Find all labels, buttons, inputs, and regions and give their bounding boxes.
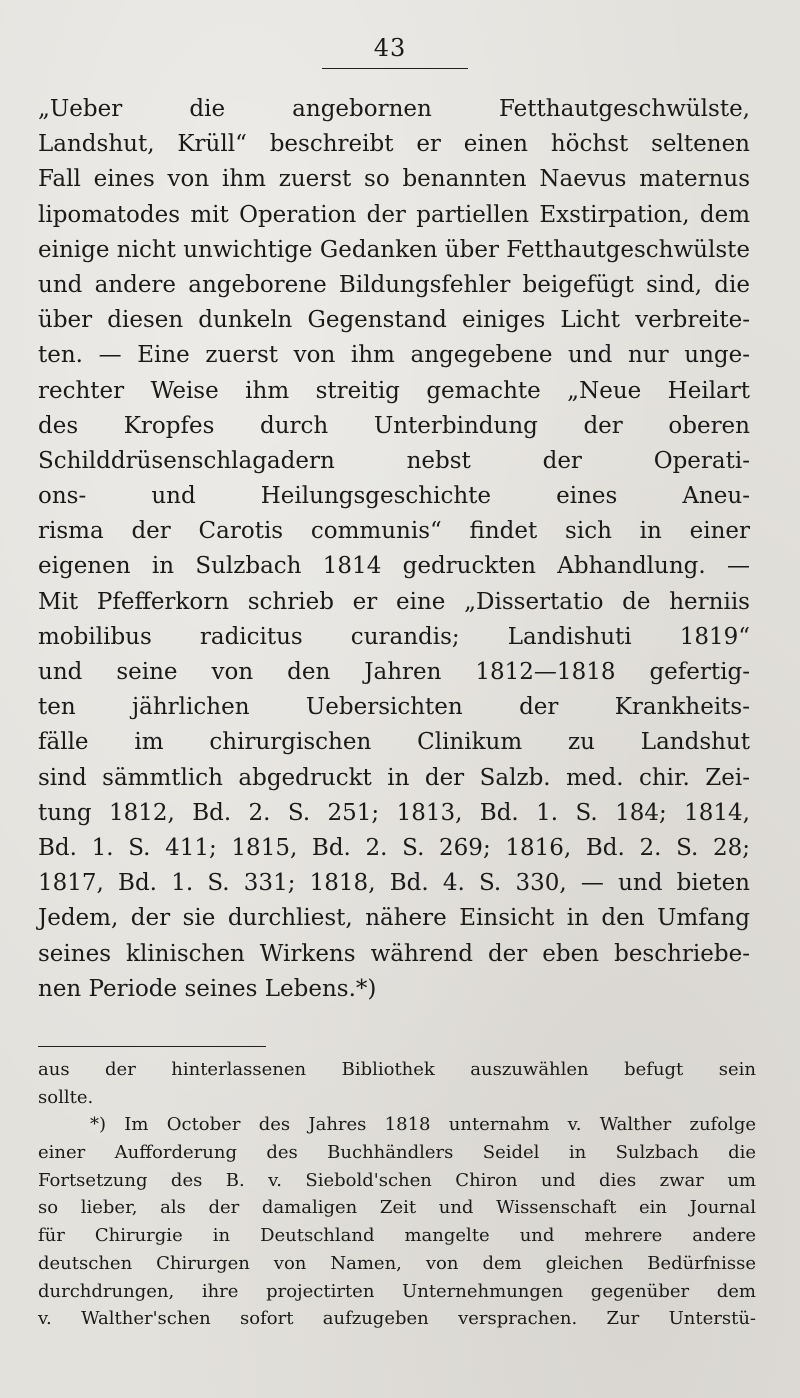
footnote-line: durchdrungen, ihre projectirten Unternehmungen gegenüber dem <box>38 1280 756 1302</box>
page-number: 43 <box>373 34 407 62</box>
text-line: und seine von den Jahren 1812—1818 gefertig- <box>38 659 750 685</box>
text-line: eigenen in Sulzbach 1814 gedruckten Abhandlung. — <box>38 553 750 580</box>
text-line: ten jährlichen Uebersichten der Krankheits- <box>38 694 750 721</box>
footnote-rule <box>38 1046 266 1047</box>
header-rule <box>322 68 468 69</box>
footnote-line: *) Im October des Jahres 1818 unternahm v. Walther zufolge <box>90 1114 756 1136</box>
text-line: über diesen dunkeln Gegenstand einiges Licht verbreite- <box>38 307 750 334</box>
text-line: und andere angeborene Bildungsfehler beigefügt sind, die <box>38 271 750 298</box>
text-line: des Kropfes durch Unterbindung der oberen <box>38 412 750 439</box>
text-line: 1817, Bd. 1. S. 331; 1818, Bd. 4. S. 330, — und bieten <box>38 870 750 897</box>
text-line: seines klinischen Wirkens während der eben beschriebe- <box>38 940 750 967</box>
text-line: risma der Carotis communis“ findet sich in einer <box>38 518 750 545</box>
text-line: mobilibus radicitus curandis; Landishuti 1819“ <box>38 623 750 650</box>
footnote-line: einer Aufforderung des Buchhändlers Seidel in Sulzbach die <box>38 1142 756 1164</box>
footnote-line: Fortsetzung des B. v. Siebold'schen Chiron und dies zwar um <box>38 1169 756 1191</box>
footnote-line: so lieber, als der damaligen Zeit und Wissenschaft ein Journal <box>38 1197 756 1219</box>
text-line: Bd. 1. S. 411; 1815, Bd. 2. S. 269; 1816, Bd. 2. S. 28; <box>38 834 750 861</box>
footnote-line: sollte. <box>38 1086 94 1108</box>
footnote-line: für Chirurgie in Deutschland mangelte und mehrere andere <box>38 1225 756 1247</box>
main-text-block <box>38 92 750 1007</box>
text-line: Schilddrüsenschlagadern nebst der Operati- <box>38 447 750 474</box>
text-line: „Ueber die angebornen Fetthautgeschwülste, <box>38 96 750 122</box>
text-line: Mit Pfefferkorn schrieb er eine „Dissertatio de herniis <box>38 588 750 615</box>
text-line: rechter Weise ihm streitig gemachte „Neue Heilart <box>38 377 750 404</box>
text-line: fälle im chirurgischen Clinikum zu Landshut <box>38 729 750 756</box>
footnote-line: deutschen Chirurgen von Namen, von dem gleichen Bedürfnisse <box>38 1252 756 1274</box>
text-line: ons- und Heilungsgeschichte eines Aneu- <box>38 483 750 510</box>
text-line: lipomatodes mit Operation der partiellen Exstirpation, dem <box>38 201 750 228</box>
text-line: Landshut, Krüll“ beschreibt er einen höchst seltenen <box>38 131 750 158</box>
text-line: tung 1812, Bd. 2. S. 251; 1813, Bd. 1. S. 184; 1814, <box>38 799 750 826</box>
text-line: sind sämmtlich abgedruckt in der Salzb. med. chir. Zei- <box>38 764 750 791</box>
text-line: nen Periode seines Lebens.*) <box>38 975 377 1002</box>
text-line: Jedem, der sie durchliest, nähere Einsicht in den Umfang <box>38 905 750 932</box>
text-line: ten. — Eine zuerst von ihm angegebene und nur unge- <box>38 342 750 369</box>
text-line: Fall eines von ihm zuerst so benannten Naevus maternus <box>38 166 750 193</box>
footnote-line: v. Walther'schen sofort aufzugeben versprachen. Zur Unterstü- <box>38 1308 756 1330</box>
footnote-block <box>38 1056 756 1333</box>
text-line: einige nicht unwichtige Gedanken über Fetthautgeschwülste <box>38 236 750 263</box>
footnote-line: aus der hinterlassenen Bibliothek auszuwählen befugt sein <box>38 1059 756 1080</box>
